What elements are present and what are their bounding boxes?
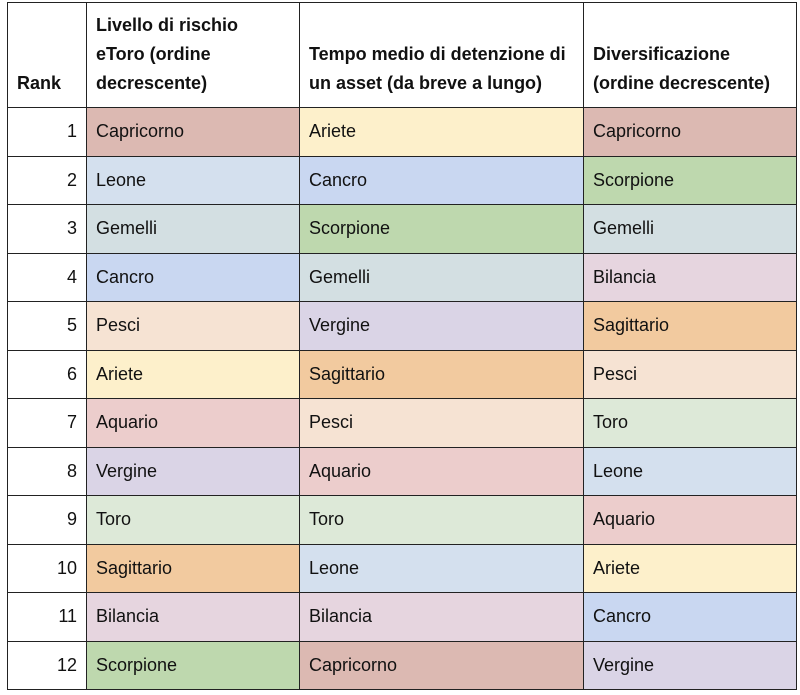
risk-level-cell: Scorpione: [87, 641, 300, 690]
rank-cell: 7: [8, 399, 87, 448]
rank-cell: 3: [8, 205, 87, 254]
header-diversification: Diversificazione (ordine decrescente): [584, 3, 797, 108]
diversification-cell: Sagittario: [584, 302, 797, 351]
header-row: [8, 3, 797, 108]
table-row: [8, 496, 797, 545]
table-row: [8, 108, 797, 157]
diversification-cell: Toro: [584, 399, 797, 448]
rank-cell: 9: [8, 496, 87, 545]
table-row: [8, 156, 797, 205]
risk-level-cell: Ariete: [87, 350, 300, 399]
table-row: [8, 302, 797, 351]
rank-cell: 12: [8, 641, 87, 690]
rank-cell: 1: [8, 108, 87, 157]
risk-level-cell: Capricorno: [87, 108, 300, 157]
holding-time-cell: Aquario: [300, 447, 584, 496]
holding-time-cell: Leone: [300, 544, 584, 593]
table-row: [8, 544, 797, 593]
diversification-cell: Ariete: [584, 544, 797, 593]
rank-cell: 6: [8, 350, 87, 399]
risk-level-cell: Gemelli: [87, 205, 300, 254]
diversification-cell: Scorpione: [584, 156, 797, 205]
table-row: [8, 205, 797, 254]
table-row: [8, 253, 797, 302]
diversification-cell: Cancro: [584, 593, 797, 642]
holding-time-cell: Capricorno: [300, 641, 584, 690]
risk-level-cell: Toro: [87, 496, 300, 545]
diversification-cell: Gemelli: [584, 205, 797, 254]
table-row: [8, 641, 797, 690]
risk-level-cell: Leone: [87, 156, 300, 205]
diversification-cell: Pesci: [584, 350, 797, 399]
risk-level-cell: Cancro: [87, 253, 300, 302]
table-row: [8, 350, 797, 399]
rank-cell: 2: [8, 156, 87, 205]
diversification-cell: Aquario: [584, 496, 797, 545]
diversification-cell: Capricorno: [584, 108, 797, 157]
table-body: [8, 108, 797, 690]
table-row: [8, 399, 797, 448]
holding-time-cell: Toro: [300, 496, 584, 545]
holding-time-cell: Scorpione: [300, 205, 584, 254]
risk-level-cell: Bilancia: [87, 593, 300, 642]
header-rank: Rank: [8, 3, 87, 108]
rank-cell: 11: [8, 593, 87, 642]
holding-time-cell: Vergine: [300, 302, 584, 351]
diversification-cell: Bilancia: [584, 253, 797, 302]
holding-time-cell: Pesci: [300, 399, 584, 448]
table-row: [8, 593, 797, 642]
zodiac-ranking-table: [7, 2, 797, 690]
risk-level-cell: Pesci: [87, 302, 300, 351]
risk-level-cell: Vergine: [87, 447, 300, 496]
holding-time-cell: Cancro: [300, 156, 584, 205]
holding-time-cell: Ariete: [300, 108, 584, 157]
risk-level-cell: Aquario: [87, 399, 300, 448]
holding-time-cell: Sagittario: [300, 350, 584, 399]
diversification-cell: Leone: [584, 447, 797, 496]
rank-cell: 4: [8, 253, 87, 302]
risk-level-cell: Sagittario: [87, 544, 300, 593]
holding-time-cell: Gemelli: [300, 253, 584, 302]
rank-cell: 10: [8, 544, 87, 593]
holding-time-cell: Bilancia: [300, 593, 584, 642]
header-risk-level: Livello di rischio eToro (ordine decrescente): [87, 3, 300, 108]
rank-cell: 8: [8, 447, 87, 496]
diversification-cell: Vergine: [584, 641, 797, 690]
rank-cell: 5: [8, 302, 87, 351]
table-row: [8, 447, 797, 496]
header-holding-time: Tempo medio di detenzione di un asset (da breve a lungo): [300, 3, 584, 108]
